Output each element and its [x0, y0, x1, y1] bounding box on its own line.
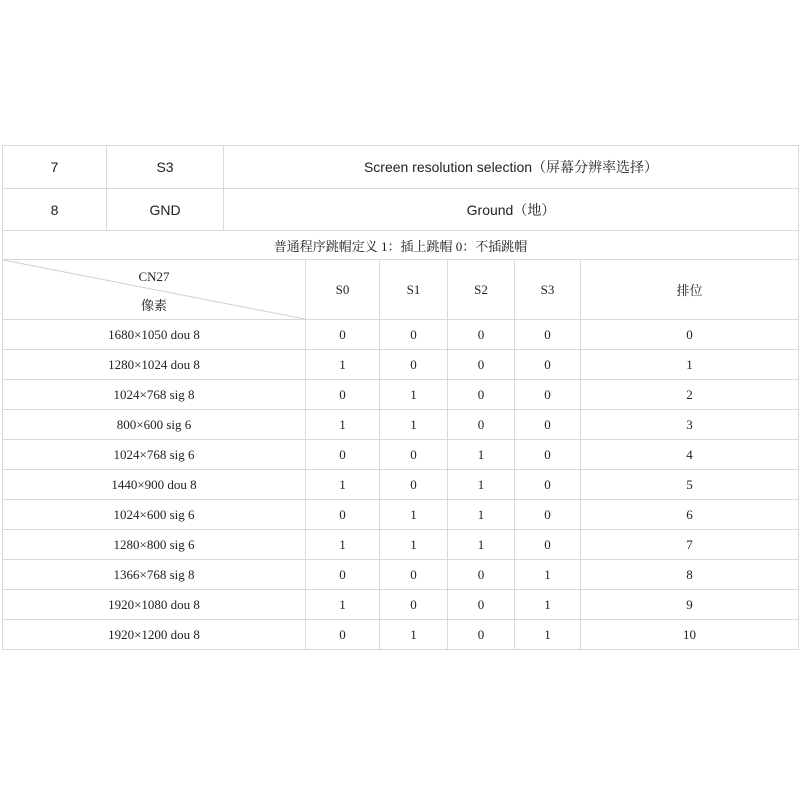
table-row — [3, 350, 799, 380]
s1-cell: 1 — [380, 530, 448, 560]
resolution-cell: 1024×600 sig 6 — [3, 500, 306, 530]
s0-cell: 0 — [306, 620, 380, 650]
s2-cell: 0 — [448, 590, 515, 620]
s3-cell: 0 — [515, 410, 581, 440]
position-cell: 9 — [581, 590, 799, 620]
s3-cell: 0 — [515, 380, 581, 410]
s1-cell: 1 — [380, 380, 448, 410]
s2-cell: 1 — [448, 530, 515, 560]
s3-cell: 0 — [515, 440, 581, 470]
position-cell: 3 — [581, 410, 799, 440]
table-row — [3, 320, 799, 350]
corner-bottom-label: 像素 — [140, 298, 167, 313]
s2-cell: 0 — [448, 350, 515, 380]
s3-cell: 0 — [515, 350, 581, 380]
table-row — [3, 380, 799, 410]
position-cell: 0 — [581, 320, 799, 350]
pin-row — [3, 189, 799, 231]
table-row — [3, 410, 799, 440]
s0-cell: 1 — [306, 410, 380, 440]
s3-cell: 0 — [515, 470, 581, 500]
s2-cell: 0 — [448, 560, 515, 590]
resolution-cell: 1920×1200 dou 8 — [3, 620, 306, 650]
pin-signal: S3 — [107, 146, 224, 189]
s1-cell: 1 — [380, 500, 448, 530]
pin-definition-table — [2, 145, 799, 260]
s2-cell: 0 — [448, 380, 515, 410]
s2-cell: 0 — [448, 410, 515, 440]
s0-cell: 1 — [306, 470, 380, 500]
header-s3: S3 — [515, 260, 581, 320]
table-row — [3, 620, 799, 650]
table-row — [3, 500, 799, 530]
pin-description: Ground（地） — [224, 189, 799, 231]
s1-cell: 0 — [380, 560, 448, 590]
position-cell: 1 — [581, 350, 799, 380]
s1-cell: 1 — [380, 410, 448, 440]
resolution-cell: 1366×768 sig 8 — [3, 560, 306, 590]
position-cell: 4 — [581, 440, 799, 470]
s0-cell: 0 — [306, 500, 380, 530]
s3-cell: 0 — [515, 500, 581, 530]
s1-cell: 1 — [380, 620, 448, 650]
s1-cell: 0 — [380, 320, 448, 350]
s0-cell: 0 — [306, 440, 380, 470]
resolution-cell: 1920×1080 dou 8 — [3, 590, 306, 620]
s2-cell: 1 — [448, 500, 515, 530]
corner-header — [3, 260, 306, 320]
position-cell: 10 — [581, 620, 799, 650]
s0-cell: 0 — [306, 380, 380, 410]
pin-number: 8 — [3, 189, 107, 231]
position-cell: 7 — [581, 530, 799, 560]
resolution-table — [2, 259, 799, 650]
s2-cell: 0 — [448, 320, 515, 350]
resolution-cell: 1024×768 sig 6 — [3, 440, 306, 470]
table-row — [3, 470, 799, 500]
header-position: 排位 — [581, 260, 799, 320]
table-row — [3, 440, 799, 470]
s2-cell: 1 — [448, 470, 515, 500]
pin-signal: GND — [107, 189, 224, 231]
corner-top-label: CN27 — [138, 269, 170, 284]
resolution-cell: 1680×1050 dou 8 — [3, 320, 306, 350]
position-cell: 5 — [581, 470, 799, 500]
s3-cell: 0 — [515, 530, 581, 560]
s1-cell: 0 — [380, 350, 448, 380]
s3-cell: 1 — [515, 620, 581, 650]
table-row — [3, 590, 799, 620]
s3-cell: 1 — [515, 590, 581, 620]
pin-number: 7 — [3, 146, 107, 189]
s0-cell: 1 — [306, 530, 380, 560]
resolution-cell: 1440×900 dou 8 — [3, 470, 306, 500]
header-row — [3, 260, 799, 320]
resolution-cell: 1024×768 sig 8 — [3, 380, 306, 410]
table-row — [3, 530, 799, 560]
s0-cell: 1 — [306, 590, 380, 620]
header-s1: S1 — [380, 260, 448, 320]
jumper-note: 普通程序跳帽定义 1：插上跳帽 0：不插跳帽 — [3, 231, 799, 260]
header-s0: S0 — [306, 260, 380, 320]
pin-row — [3, 146, 799, 189]
s3-cell: 1 — [515, 560, 581, 590]
resolution-cell: 1280×1024 dou 8 — [3, 350, 306, 380]
table-row — [3, 560, 799, 590]
s1-cell: 0 — [380, 590, 448, 620]
s2-cell: 0 — [448, 620, 515, 650]
s1-cell: 0 — [380, 440, 448, 470]
header-s2: S2 — [448, 260, 515, 320]
s0-cell: 0 — [306, 560, 380, 590]
s1-cell: 0 — [380, 470, 448, 500]
resolution-cell: 800×600 sig 6 — [3, 410, 306, 440]
pin-description: Screen resolution selection（屏幕分辨率选择） — [224, 146, 799, 189]
s3-cell: 0 — [515, 320, 581, 350]
resolution-cell: 1280×800 sig 6 — [3, 530, 306, 560]
position-cell: 2 — [581, 380, 799, 410]
s2-cell: 1 — [448, 440, 515, 470]
position-cell: 6 — [581, 500, 799, 530]
s0-cell: 1 — [306, 350, 380, 380]
s0-cell: 0 — [306, 320, 380, 350]
position-cell: 8 — [581, 560, 799, 590]
